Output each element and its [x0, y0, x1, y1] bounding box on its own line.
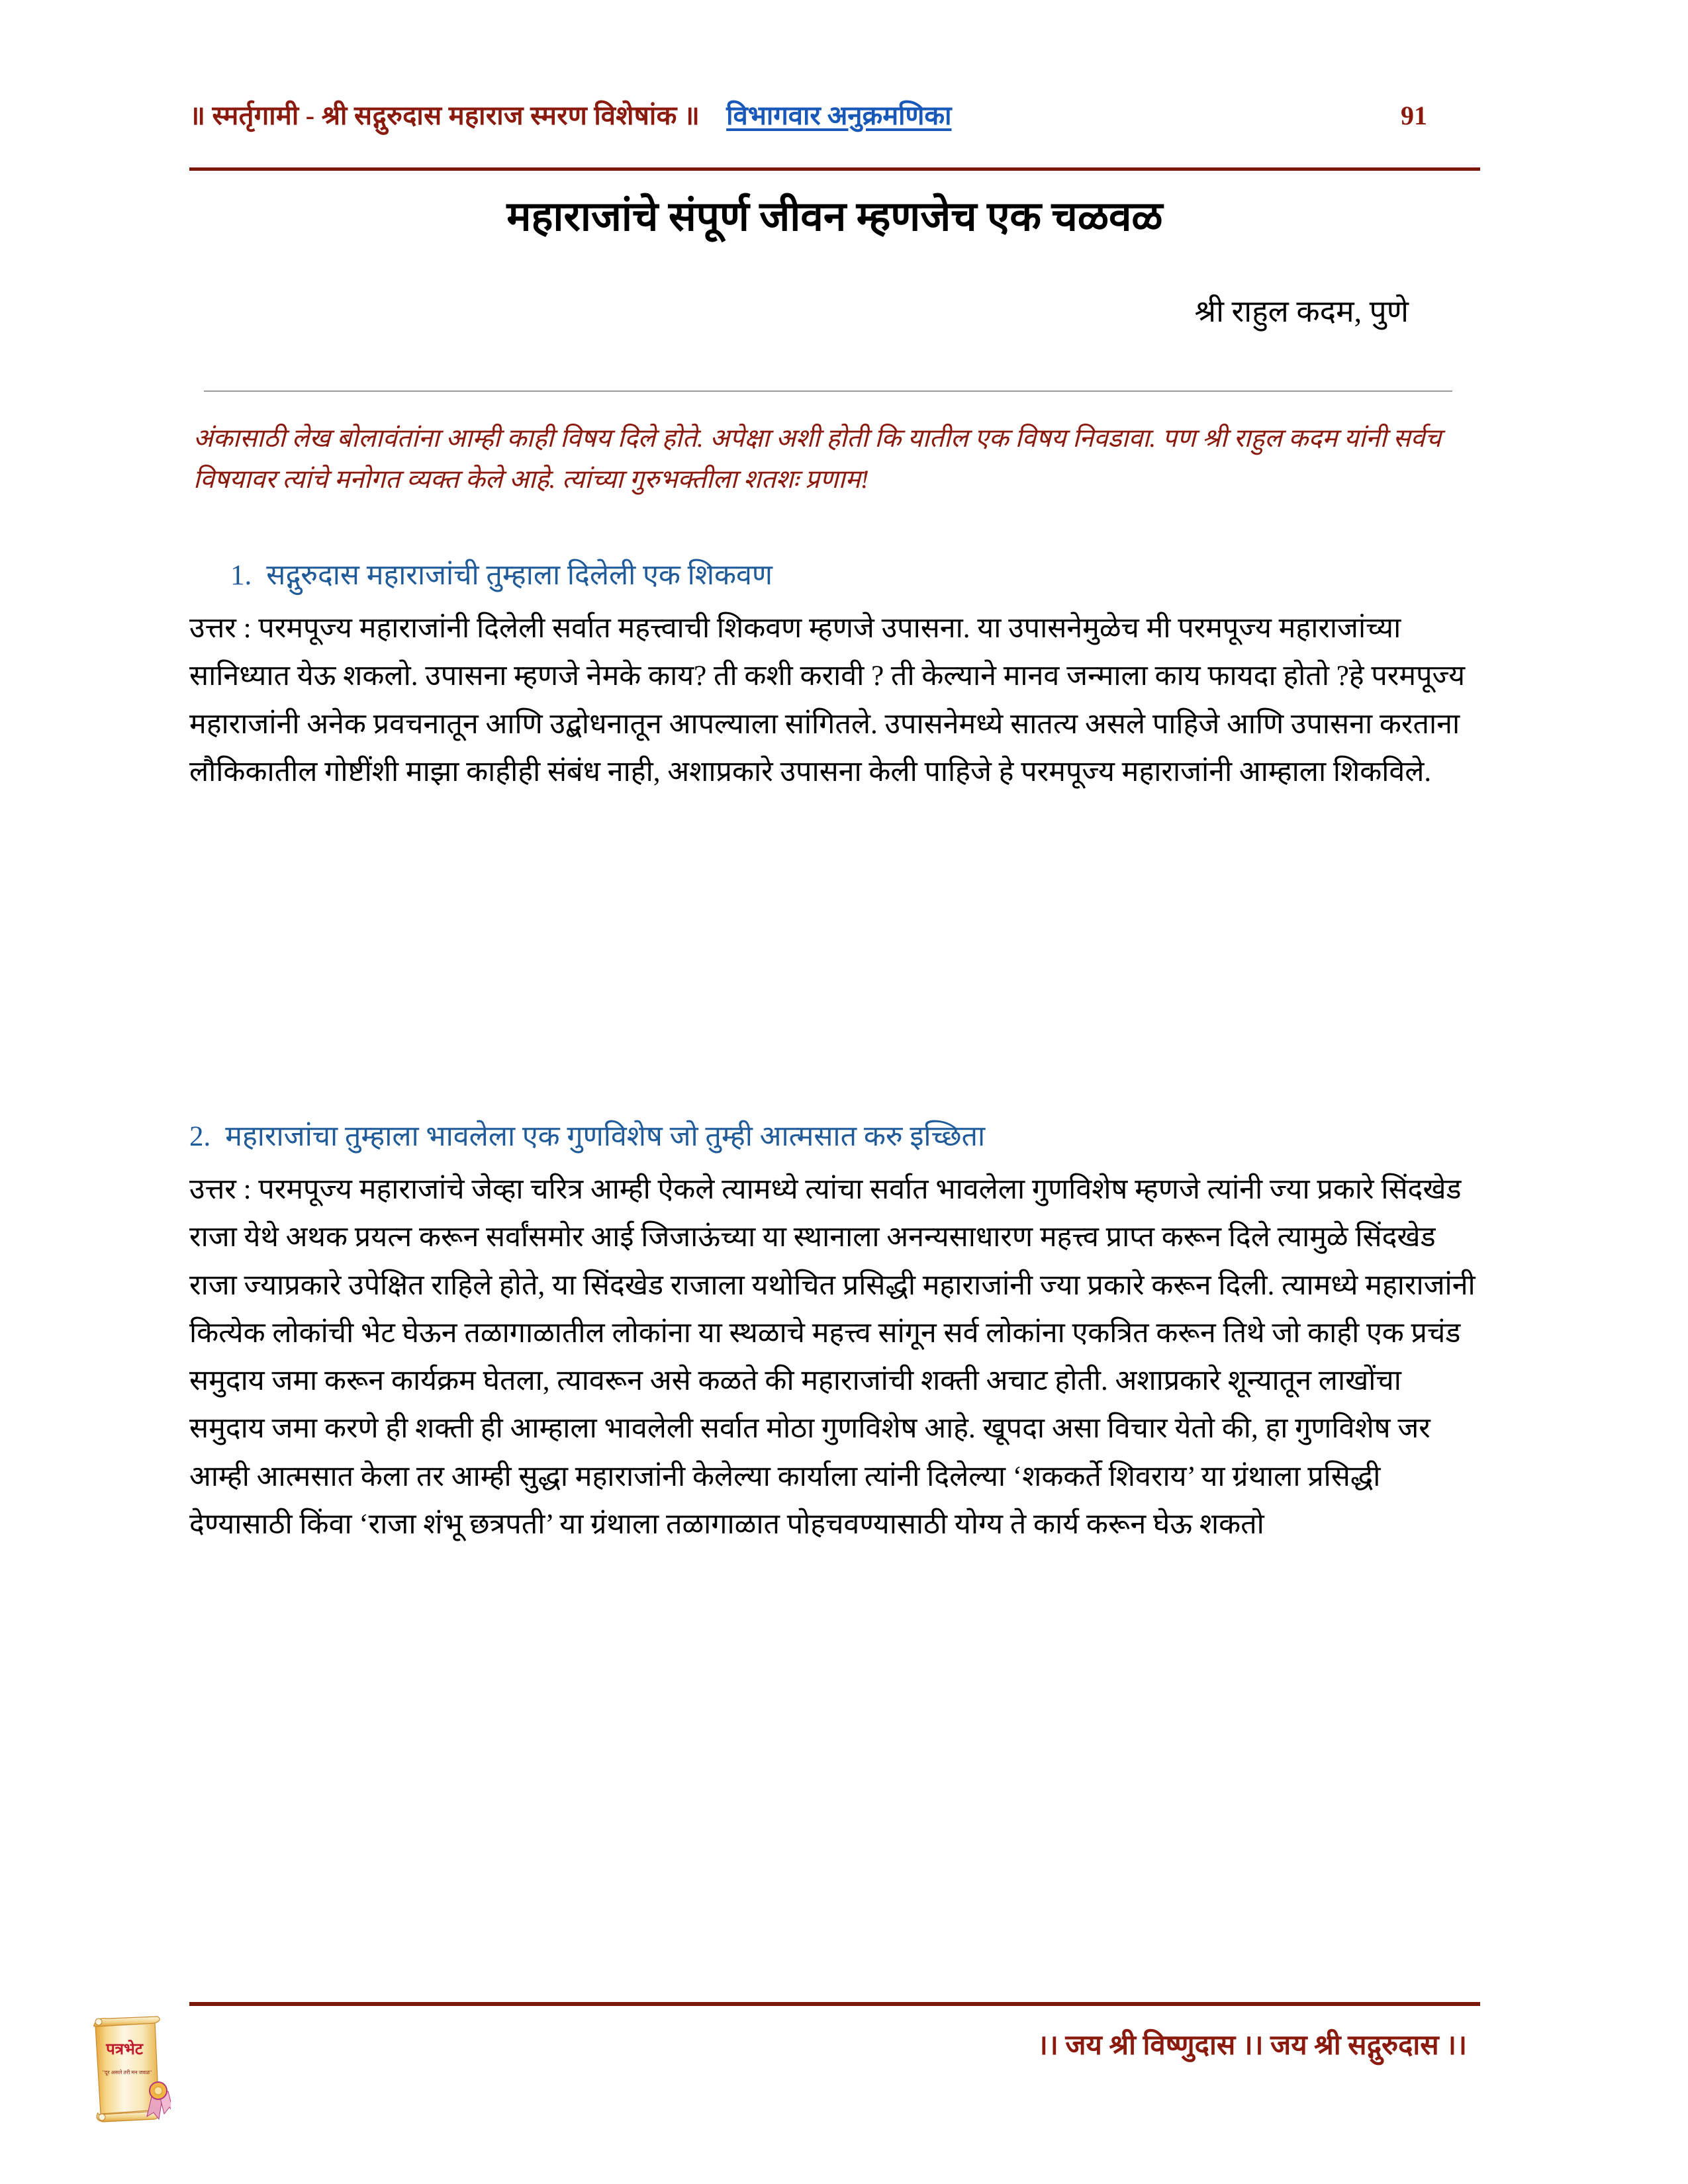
- title-divider: [204, 390, 1452, 392]
- question-heading-1: [189, 556, 1480, 596]
- question-text-1: सद्गुरुदास महाराजांची तुम्हाला दिलेली एक शिकवण: [266, 560, 773, 591]
- footer-divider: [189, 2002, 1480, 2006]
- footer-mantra: ।। जय श्री विष्णुदास ।। जय श्री सद्गुरुदास ।।: [1037, 2030, 1467, 2061]
- ribbon-seal-icon: [147, 2082, 171, 2119]
- article-author: श्री राहुल कदम, पुणे: [1194, 295, 1409, 328]
- qa-block-2: [189, 1117, 1480, 1549]
- editor-intro-note: अंकासाठी लेख बोलावंतांना आम्ही काही विषय दिले होते. अपेक्षा अशी होती कि यातील एक विषय निवडावा. पण श्री राहुल कदम यांनी सर्वच विषयावर त्यांचे मनोगत व्यक्त केले आहे. त्यांच्या गुरुभक्तीला शतशः प्रणाम!: [193, 424, 1442, 494]
- logo-label: पत्रभेट: [106, 2041, 143, 2058]
- question-heading-2: [189, 1117, 1480, 1157]
- question-number-1: 1.: [230, 560, 252, 591]
- qa-block-1: [189, 556, 1480, 796]
- page-number: 91: [1401, 101, 1427, 130]
- header-divider: [189, 167, 1480, 171]
- scroll-icon: [81, 2013, 171, 2127]
- page-content: [189, 0, 1480, 2184]
- logo-tagline: "दूर असले तरी मन जवळ": [102, 2070, 152, 2075]
- question-text-2: महाराजांचा तुम्हाला भावलेला एक गुणविशेष जो तुम्ही आत्मसात करु इच्छिता: [225, 1121, 986, 1152]
- toc-link[interactable]: विभागवार अनुक्रमणिका: [726, 101, 952, 130]
- article-title: महाराजांचे संपूर्ण जीवन म्हणजेच एक चळवळ: [506, 195, 1163, 240]
- answer-text-1: उत्तर : परमपूज्य महाराजांनी दिलेली सर्वात महत्त्वाची शिकवण म्हणजे उपासना. या उपासनेमुळेच मी परमपूज्य महाराजांच्या सानिध्यात येऊ शकलो. उपासना म्हणजे नेमके काय? ती कशी करावी ? ती केल्याने मानव जन्माला काय फायदा होतो ?हे परमपूज्य महाराजांनी अनेक प्रवचनातून आणि उद्बोधनातून आपल्याला सांगितले. उपासनेमध्ये सातत्य असले पाहिजे आणि उपासना करताना लौकिकातील गोष्टींशी माझा काहीही संबंध नाही, अशाप्रकारे उपासना केली पाहिजे हे परमपूज्य महाराजांनी आम्हाला शिकविले.: [189, 613, 1466, 788]
- answer-text-2: उत्तर : परमपूज्य महाराजांचे जेव्हा चरित्र आम्ही ऐकले त्यामध्ये त्यांचा सर्वात भावलेला गुणविशेष म्हणजे त्यांनी ज्या प्रकारे सिंदखेड राजा येथे अथक प्रयत्न करून सर्वांसमोर आई जिजाऊंच्या या स्थानाला अनन्यसाधारण महत्त्व प्राप्त करून दिले त्यामुळे सिंदखेड राजा ज्याप्रकारे उपेक्षित राहिले होते, या सिंदखेड राजाला यथोचित प्रसिद्धी महाराजांनी ज्या प्रकारे करून दिली. त्यामध्ये महाराजांनी कित्येक लोकांची भेट घेऊन तळागाळातील लोकांना या स्थळाचे महत्त्व सांगून सर्व लोकांना एकत्रित करून तिथे जो काही एक प्रचंड समुदाय जमा करून कार्यक्रम घेतला, त्यावरून असे कळते की महाराजांची शक्ती अचाट होती. अशाप्रकारे शून्यातून लाखोंचा समुदाय जमा करणे ही शक्ती ही आम्हाला भावलेली सर्वात मोठा गुणविशेष आहे. खूपदा असा विचार येतो की, हा गुणविशेष जर आम्ही आत्मसात केला तर आम्ही सुद्धा महाराजांनी केलेल्या कार्याला त्यांनी दिलेल्या ‘शककर्ते शिवराय’ या ग्रंथाला प्रसिद्धी देण्यासाठी किंवा ‘राजा शंभू छत्रपती’ या ग्रंथाला तळागाळात पोहचवण्यासाठी योग्य ते कार्य करून घेऊ शकतो: [189, 1174, 1476, 1540]
- patrabhet-scroll-logo: [81, 2013, 171, 2127]
- question-number-2: 2.: [189, 1121, 211, 1152]
- running-header: [189, 96, 1480, 142]
- magazine-title: ॥ स्मर्तृगामी - श्री सद्गुरुदास महाराज स्मरण विशेषांक ॥: [189, 101, 700, 130]
